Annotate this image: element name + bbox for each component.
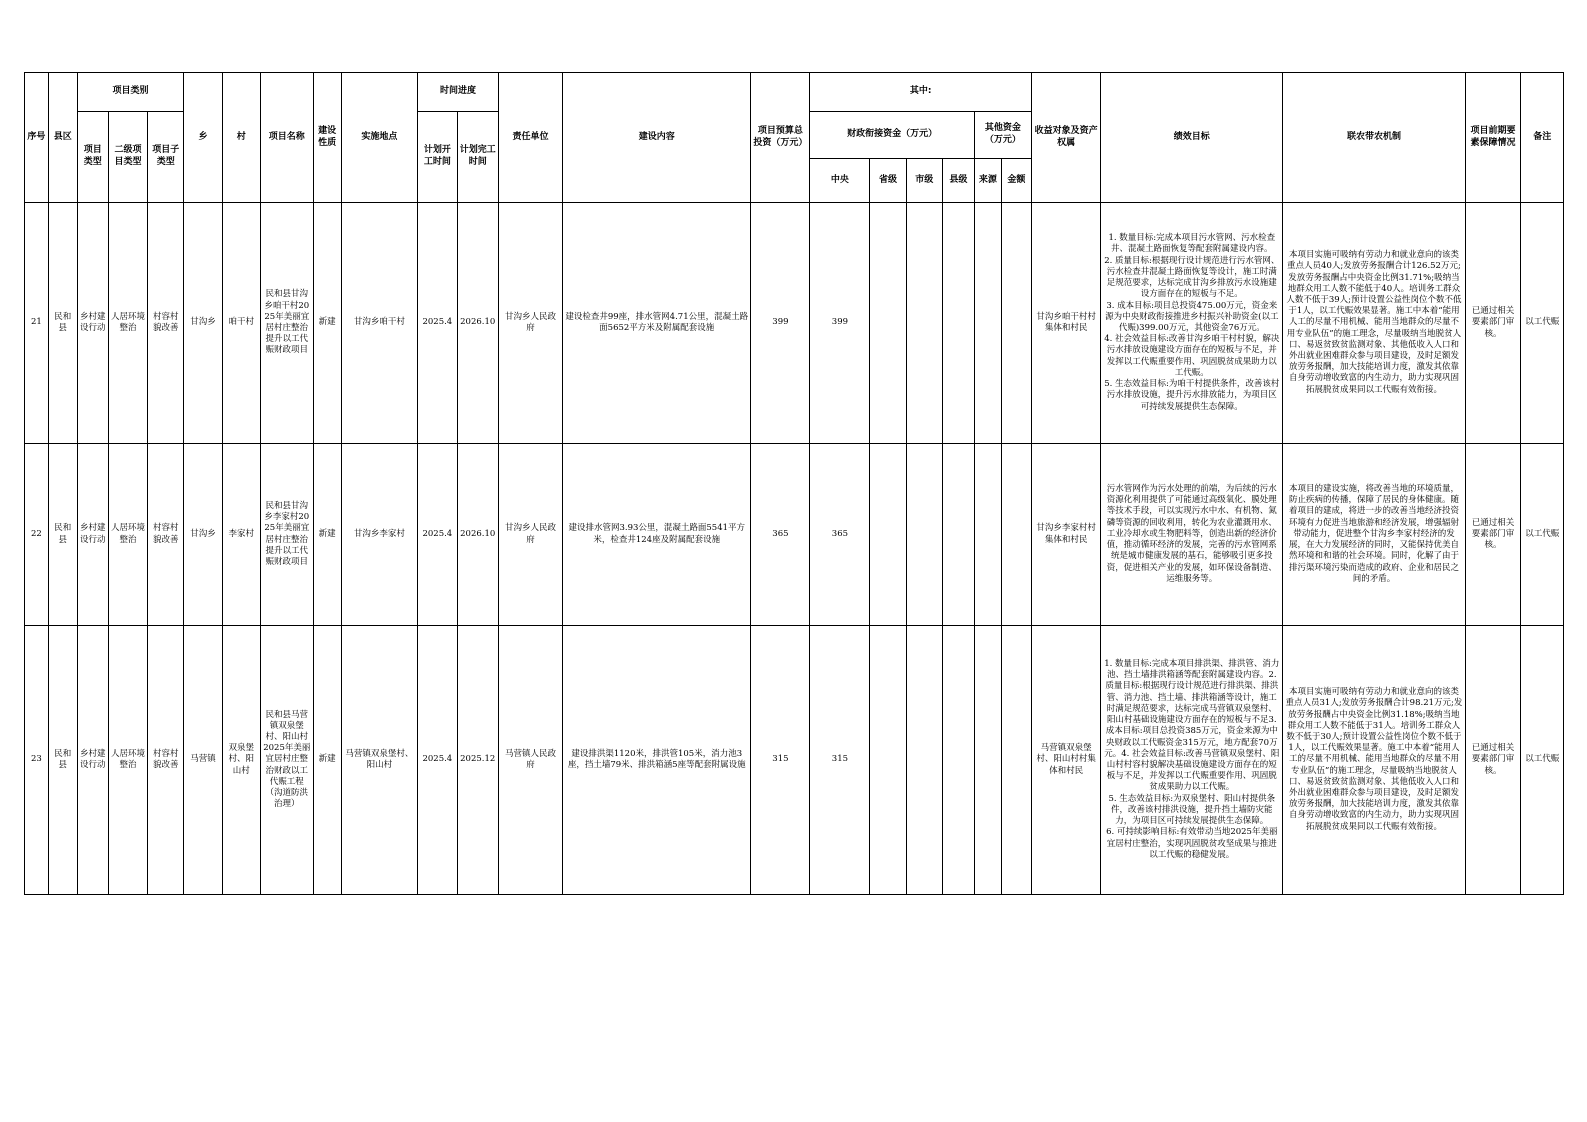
cell-responsible-unit: 马营镇人民政府 xyxy=(498,626,562,895)
cell-provincial xyxy=(870,444,906,626)
cell-plan-end: 2026.10 xyxy=(457,203,498,444)
table-row xyxy=(25,626,1564,895)
cell-other-source xyxy=(974,626,1001,895)
cell-mechanism: 本项目实施可吸纳有劳动力和就业意向的该类重点人员40人;发放劳务报酬合计126.52万元;发放劳务报酬占中央资金比例31.71%;吸纳当地群众用工人数不能低于40人。培训务工群众人数不低于39人;预计设置公益性岗位个数不低于1人，以工代赈效果显著。施工中本着“能用人工的尽量不用机械、能用当地群众的尽量不用专业队伍”的施工理念，尽量吸纳当地脱贫人口、易返贫致贫监测对象、其他低收入人口和外出就业困难群众参与项目建设，及时足额发放劳务报酬，加大技能培训力度，激发其依靠自身劳动增收致富的内生动力，助力实现巩固拓展脱贫成果同以工代赈有效衔接。 xyxy=(1283,203,1465,444)
header-source: 来源 xyxy=(974,159,1001,203)
cell-other-amount xyxy=(1001,626,1031,895)
header-mechanism: 联农带农机制 xyxy=(1283,73,1465,203)
project-table xyxy=(24,72,1564,895)
header-seq: 序号 xyxy=(25,73,49,203)
cell-municipal xyxy=(906,203,942,444)
cell-beneficiary: 甘沟乡李家村村集体和村民 xyxy=(1031,444,1100,626)
header-construction-nature: 建设性质 xyxy=(313,73,341,203)
header-village: 村 xyxy=(222,73,260,203)
header-plan-end: 计划完工时间 xyxy=(457,112,498,203)
cell-sub-type: 村容村貌改善 xyxy=(148,626,184,895)
cell-township: 马营镇 xyxy=(184,626,222,895)
cell-location: 马营镇双泉堡村、阳山村 xyxy=(341,626,418,895)
cell-preliminary: 已通过相关要素部门审核。 xyxy=(1465,444,1521,626)
header-location: 实施地点 xyxy=(341,73,418,203)
cell-content: 建设排水管网3.93公里，混凝土路面5541平方米，检查井124座及附属配套设施 xyxy=(563,444,751,626)
cell-location: 甘沟乡咱干村 xyxy=(341,203,418,444)
cell-village: 咱干村 xyxy=(222,203,260,444)
cell-other-amount xyxy=(1001,203,1031,444)
cell-preliminary: 已通过相关要素部门审核。 xyxy=(1465,203,1521,444)
cell-county: 民和县 xyxy=(48,626,77,895)
cell-other-source xyxy=(974,444,1001,626)
cell-provincial xyxy=(870,626,906,895)
cell-municipal xyxy=(906,444,942,626)
cell-project-name: 民和县甘沟乡咱干村2025年美丽宜居村庄整治提升以工代赈财政项目 xyxy=(260,203,313,444)
header-municipal: 市级 xyxy=(906,159,942,203)
cell-secondary-type: 人居环境整治 xyxy=(108,444,147,626)
header-performance: 绩效目标 xyxy=(1101,73,1283,203)
cell-mechanism: 本项目的建设实施，将改善当地的环境质量，防止疾病的传播，保障了居民的身体健康。随着项目的建成，将进一步的改善当地经济投资环境有力促进当地旅游和经济发展，增强辐射带动能力，促进整个甘沟乡李家村经济的发展，在大力发展经济的同时，又能保持优美自然环境和和谐的社会环境。同时，化解了由于排污渠环境污染而造成的政府、企业和居民之间的矛盾。 xyxy=(1283,444,1465,626)
header-county-level: 县级 xyxy=(942,159,974,203)
cell-content: 建设检查井99座，排水管网4.71公里，混凝土路面5652平方米及附属配套设施 xyxy=(563,203,751,444)
cell-remarks: 以工代赈 xyxy=(1521,626,1564,895)
header-project-name: 项目名称 xyxy=(260,73,313,203)
cell-performance: 1. 数量目标:完成本项目污水管网、污水检查井、混凝土路面恢复等配套附属建设内容。 2. 质量目标:根据现行设计规范进行污水管网、污水检查井混凝土路面恢复等设计，施工时满足规范要求，达标完成甘沟乡排放污水设施建设方面存在的短板与不足。 3. 成本目标:项目总投资475.00万元，资金来源为中央财政衔接推进乡村振兴补助资金(以工代赈)399.00万元，其他资金76万元。 4. 社会效益目标:改善甘沟乡咱干村村貌，解决污水排放设施建设方面存在的短板与不足，并发挥以工代赈重要作用、巩固脱贫成果助力以工代赈。 5. 生态效益目标:为咱干村提供条件，改善该村污水排放设施，提升污水排放能力，为项目区可持续发展提供生态保障。 xyxy=(1101,203,1283,444)
cell-budget: 365 xyxy=(751,444,810,626)
header-project-type: 项目类型 xyxy=(77,112,108,203)
table-row xyxy=(25,444,1564,626)
cell-sub-type: 村容村貌改善 xyxy=(148,203,184,444)
header-central: 中央 xyxy=(810,159,870,203)
header-county: 县区 xyxy=(48,73,77,203)
header-other-group: 其他资金（万元） xyxy=(974,112,1031,159)
cell-secondary-type: 人居环境整治 xyxy=(108,626,147,895)
cell-plan-end: 2025.12 xyxy=(457,626,498,895)
cell-other-amount xyxy=(1001,444,1031,626)
cell-preliminary: 已通过相关要素部门审核。 xyxy=(1465,626,1521,895)
cell-central: 315 xyxy=(810,626,870,895)
header-sub-type: 项目子类型 xyxy=(148,112,184,203)
header-fiscal-group: 财政衔接资金（万元） xyxy=(810,112,975,159)
header-secondary-type: 二级项目类型 xyxy=(108,112,147,203)
cell-central: 399 xyxy=(810,203,870,444)
cell-sub-type: 村容村貌改善 xyxy=(148,444,184,626)
cell-budget: 315 xyxy=(751,626,810,895)
cell-village: 李家村 xyxy=(222,444,260,626)
cell-municipal xyxy=(906,626,942,895)
cell-beneficiary: 甘沟乡咱干村村集体和村民 xyxy=(1031,203,1100,444)
header-category-group: 项目类别 xyxy=(77,73,184,112)
cell-township: 甘沟乡 xyxy=(184,203,222,444)
cell-content: 建设排洪渠1120米，排洪管105米，消力池3座，挡土墙79米、排洪箱涵5座等配套附属设施 xyxy=(563,626,751,895)
cell-county: 民和县 xyxy=(48,203,77,444)
header-preliminary: 项目前期要素保障情况 xyxy=(1465,73,1521,203)
cell-mechanism: 本项目实施可吸纳有劳动力和就业意向的该类重点人员31人;发放劳务报酬合计98.21万元;发放劳务报酬占中央资金比例31.18%;吸纳当地群众用工人数不能低于31人。培训务工群众人数不低于30人;预计设置公益性岗位个数不低于1人，以工代赈效果显著。施工中本着“能用人工的尽量不用机械、能用当地群众的尽量不用专业队伍”的施工理念，尽量吸纳当地脱贫人口、易返贫致贫监测对象、其他低收入人口和外出就业困难群众参与项目建设，及时足额发放劳务报酬，加大技能培训力度，激发其依靠自身劳动增收致富的内生动力，助力实现巩固拓展脱贫成果同以工代赈有效衔接。 xyxy=(1283,626,1465,895)
cell-construction-nature: 新建 xyxy=(313,444,341,626)
cell-project-type: 乡村建设行动 xyxy=(77,626,108,895)
cell-seq: 23 xyxy=(25,626,49,895)
cell-responsible-unit: 甘沟乡人民政府 xyxy=(498,203,562,444)
header-among: 其中: xyxy=(810,73,1032,112)
cell-responsible-unit: 甘沟乡人民政府 xyxy=(498,444,562,626)
header-budget: 项目预算总投资（万元） xyxy=(751,73,810,203)
cell-performance: 污水管网作为污水处理的前端，为后续的污水资源化利用提供了可能通过高级氧化、膜处理等技术手段，可以实现污水中水、有机物、氮磷等资源的回收利用，转化为农业灌溉用水、工业冷却水或生物肥料等，创造出新的经济价值，推动循环经济的发展，完善的污水管网系统是城市健康发展的基石，能够吸引更多投资，促进相关产业的发展，如环保设备制造、运维服务等。 xyxy=(1101,444,1283,626)
header-provincial: 省级 xyxy=(870,159,906,203)
header-remarks: 备注 xyxy=(1521,73,1564,203)
cell-provincial xyxy=(870,203,906,444)
cell-secondary-type: 人居环境整治 xyxy=(108,203,147,444)
cell-county-level xyxy=(942,444,974,626)
cell-county-level xyxy=(942,203,974,444)
cell-plan-start: 2025.4 xyxy=(418,203,457,444)
table-row xyxy=(25,203,1564,444)
cell-county: 民和县 xyxy=(48,444,77,626)
header-township: 乡 xyxy=(184,73,222,203)
header-responsible-unit: 责任单位 xyxy=(498,73,562,203)
cell-construction-nature: 新建 xyxy=(313,626,341,895)
header-row-1 xyxy=(25,73,1564,112)
cell-other-source xyxy=(974,203,1001,444)
cell-project-type: 乡村建设行动 xyxy=(77,203,108,444)
cell-township: 甘沟乡 xyxy=(184,444,222,626)
cell-remarks: 以工代赈 xyxy=(1521,444,1564,626)
cell-beneficiary: 马营镇双泉堡村、阳山村村集体和村民 xyxy=(1031,626,1100,895)
cell-plan-start: 2025.4 xyxy=(418,626,457,895)
cell-project-type: 乡村建设行动 xyxy=(77,444,108,626)
cell-budget: 399 xyxy=(751,203,810,444)
header-time-group: 时间进度 xyxy=(418,73,499,112)
cell-seq: 22 xyxy=(25,444,49,626)
cell-project-name: 民和县马营镇双泉堡村、阳山村2025年美丽宜居村庄整治财政以工代赈工程（沟道防洪治理） xyxy=(260,626,313,895)
cell-county-level xyxy=(942,626,974,895)
header-amount: 金额 xyxy=(1001,159,1031,203)
header-content: 建设内容 xyxy=(563,73,751,203)
cell-remarks: 以工代赈 xyxy=(1521,203,1564,444)
cell-project-name: 民和县甘沟乡李家村2025年美丽宜居村庄整治提升以工代赈财政项目 xyxy=(260,444,313,626)
cell-central: 365 xyxy=(810,444,870,626)
cell-location: 甘沟乡李家村 xyxy=(341,444,418,626)
cell-seq: 21 xyxy=(25,203,49,444)
cell-construction-nature: 新建 xyxy=(313,203,341,444)
header-beneficiary: 收益对象及资产权属 xyxy=(1031,73,1100,203)
cell-plan-end: 2026.10 xyxy=(457,444,498,626)
cell-performance: 1. 数量目标:完成本项目排洪渠、排洪管、消力池、挡土墙排洪箱涵等配套附属建设内容。2. 质量目标:根据现行设计规范进行排洪渠、排洪管、消力池、挡土墙、排洪箱涵等设计，施工时满足规范要求，达标完成马营镇双泉堡村、阳山村基础设施建设方面存在的短板与不足3. 成本目标:项目总投资385万元，资金来源为中央财政以工代赈资金315万元，地方配套70万元。4. 社会效益目标:改善马营镇双泉堡村、阳山村村容村貌解决基础设施建设方面存在的短板与不足，并发挥以工代赈重要作用、巩固脱贫成果助力以工代赈。 5. 生态效益目标:为双泉堡村、阳山村提供条件，改善该村排洪设施，提升挡土墙防灾能力，为项目区可持续发展提供生态保障。 6. 可持续影响目标:有效带动当地2025年美丽宜居村庄整治，实现巩固脱贫攻坚成果与推进以工代赈的稳健发展。 xyxy=(1101,626,1283,895)
cell-village: 双泉堡村、阳山村 xyxy=(222,626,260,895)
header-plan-start: 计划开工时间 xyxy=(418,112,457,203)
cell-plan-start: 2025.4 xyxy=(418,444,457,626)
